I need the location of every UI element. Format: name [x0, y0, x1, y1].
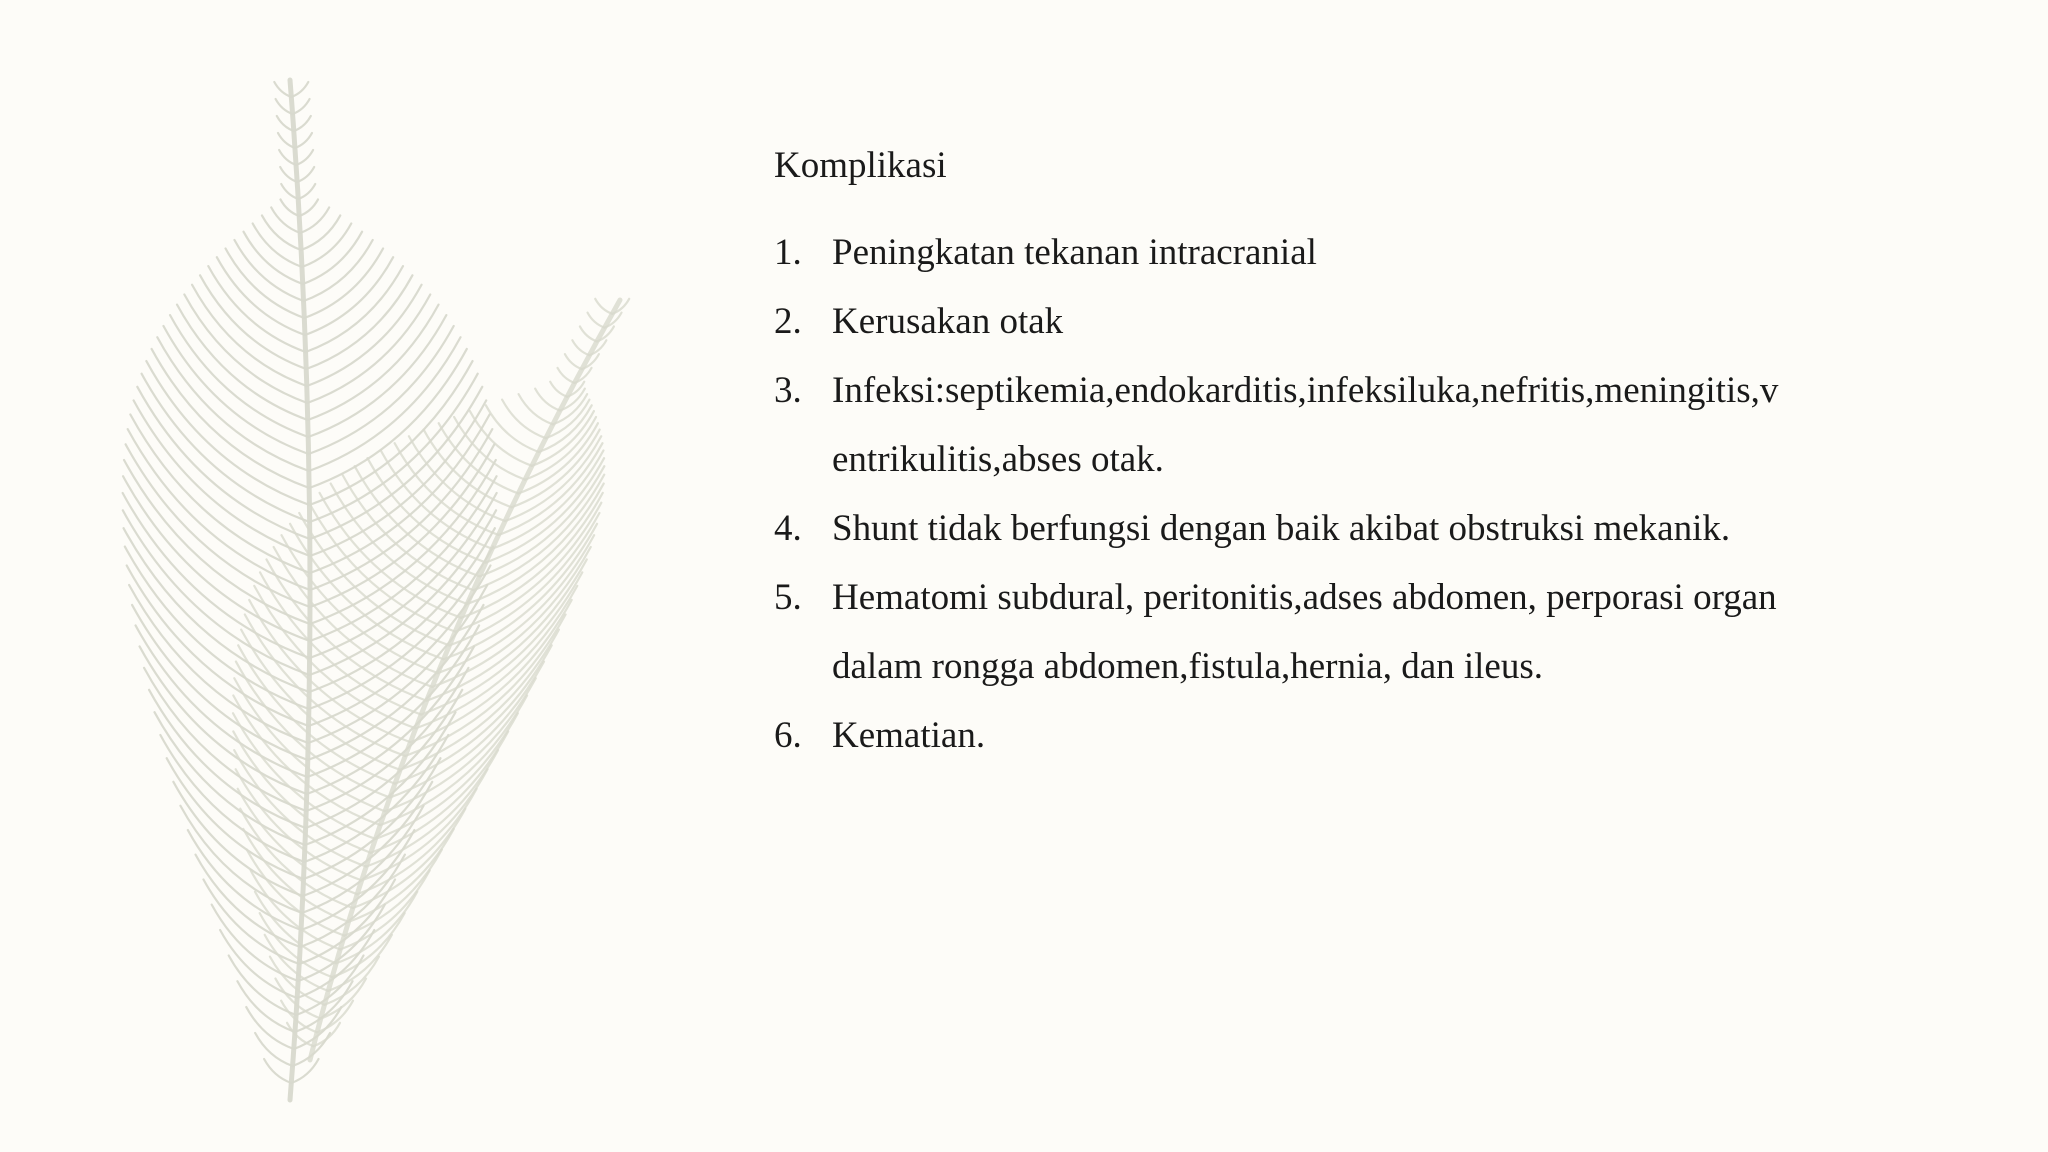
content-area	[774, 138, 1794, 770]
list-item-number: 2.	[774, 301, 802, 342]
list-item	[774, 218, 1794, 287]
list-item-text: Hematomi subdural, peritonitis,adses abdomen, perporasi organ dalam rongga abdomen,fistula,hernia, dan ileus.	[832, 577, 1777, 687]
list-item	[774, 356, 1794, 494]
list-item-text: Kerusakan otak	[832, 301, 1064, 342]
list-item-number: 4.	[774, 508, 802, 549]
list-item-number: 6.	[774, 715, 802, 756]
list-item	[774, 287, 1794, 356]
list-item	[774, 701, 1794, 770]
list-item-text: Kematian.	[832, 715, 986, 756]
list-item-text: Shunt tidak berfungsi dengan baik akibat obstruksi mekanik.	[832, 508, 1731, 549]
list-item	[774, 494, 1794, 563]
list-item	[774, 563, 1794, 701]
complication-list	[774, 218, 1794, 770]
feather-icon	[60, 60, 660, 1110]
list-item-number: 3.	[774, 370, 802, 411]
list-item-number: 1.	[774, 232, 802, 273]
list-item-number: 5.	[774, 577, 802, 618]
list-item-text: Infeksi:septikemia,endokarditis,infeksiluka,nefritis,meningitis,ventrikulitis,abses otak.	[832, 370, 1779, 480]
list-item-text: Peningkatan tekanan intracranial	[832, 232, 1317, 273]
slide-heading: Komplikasi	[774, 145, 947, 186]
